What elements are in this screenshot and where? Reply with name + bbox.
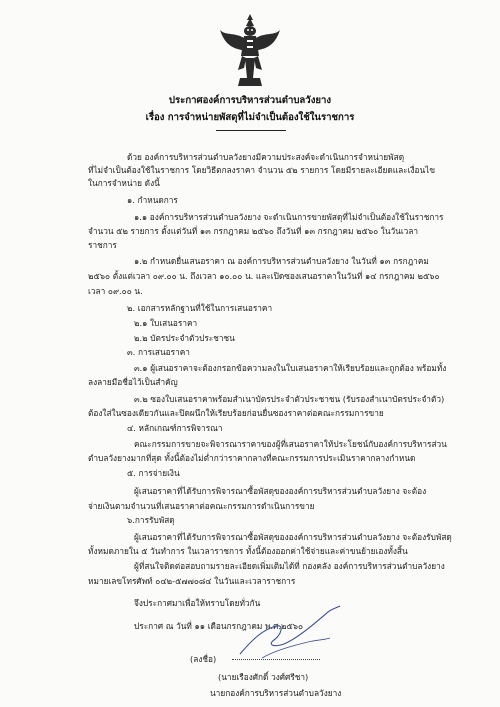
paragraph-line: จ่ายเงินตามจำนวนที่เสนอราคาต่อคณะกรรมการดำเนินการขาย [88, 501, 315, 511]
signature-label: (ลงชื่อ) [190, 654, 217, 664]
section-heading: ๖.การรับพัสดุ [127, 515, 175, 525]
paragraph-line: ผู้ที่สนใจติดต่อสอบถามรายละเอียดเพิ่มเติมได้ที่ กองคลัง องค์การบริหารส่วนตำบลวังยาง [134, 561, 445, 571]
intro-line: ในการจำหน่าย ดังนี้ [88, 178, 160, 188]
paragraph-line: จำนวน ๕๒ รายการ ตั้งแต่วันที่ ๑๓ กรกฎาคม ๒๕๖๐ ถึงวันที่ ๑๓ กรกฎาคม ๒๕๖๐ ในวันเวลา [88, 226, 419, 236]
paragraph-line: เวลา ๐๙.๐๐ น. [88, 286, 143, 296]
paragraph-line: ราชการ [88, 240, 117, 250]
section-heading: ๔. หลักเกณฑ์การพิจารณา [127, 423, 223, 433]
announcement-title: ประกาศองค์การบริหารส่วนตำบลวังยาง [168, 95, 332, 106]
garuda-emblem [218, 12, 282, 90]
paragraph-line: ลงลายมือชื่อไว้เป็นสำคัญ [88, 377, 178, 387]
intro-line: ที่ไม่จำเป็นต้องใช้ในราชการ โดยวิธีตกลงราคา จำนวน ๕๒ รายการ โดยมีรายละเอียดและเงื่อนไข [88, 165, 436, 175]
paragraph-line: ต้องใส่ในซองเดียวกันและปิดผนึกให้เรียบร้อยก่อนยื่นซองราคาต่อคณะกรรมการขาย [88, 408, 384, 418]
signer-position: นายกองค์การบริหารส่วนตำบลวังยาง [210, 688, 342, 698]
list-item: ๒.๑ ใบเสนอราคา [134, 318, 198, 328]
section-heading: ๒. เอกสารหลักฐานที่ใช้ในการเสนอราคา [127, 303, 273, 313]
paragraph-line: ผู้เสนอราคาที่ได้รับการพิจารณาซื้อพัสดุขององค์การบริหารส่วนตำบลวังยาง จะต้องรับพัสดุ [134, 532, 452, 542]
section-heading: ๑. กำหนดการ [127, 195, 178, 205]
title-divider [216, 130, 286, 131]
paragraph-line: ทั้งหมดภายใน ๕ วันทำการ ในเวลาราชการ ทั้งนี้ต้องออกค่าใช้จ่ายและค่าขนย้ายเองทั้งสิ้น [88, 546, 408, 556]
paragraph-line: ตำบลวังยางมากที่สุด ทั้งนี้ต้องไม่ต่ำกว่าราคากลางที่คณะกรรมการประเมินราคากลางกำหนด [88, 453, 416, 463]
paragraph-line: คณะกรรมการขายจะพิจารณาราคาของผู้ที่เสนอราคาให้ประโยชน์กับองค์การบริหารส่วน [134, 439, 447, 449]
paragraph-line: ๑.๒ กำหนดยื่นเสนอราคา ณ องค์การบริหารส่วนตำบลวังยาง ในวันที่ ๑๓ กรกฎาคม [134, 256, 429, 266]
paragraph-line: หมายเลขโทรศัพท์ ๐๔๒-๕๗๗๐๘๔ ในวันและเวลาราชการ [88, 576, 296, 586]
closing-statement: จึงประกาศมาเพื่อให้ทราบโดยทั่วกัน [134, 598, 261, 608]
intro-line: ด้วย องค์การบริหารส่วนตำบลวังยางมีความประสงค์จะดำเนินการจำหน่ายพัสดุ [127, 152, 405, 162]
paragraph-line: ๓.๑ ผู้เสนอราคาจะต้องกรอกข้อความลงในใบเสนอราคาให้เรียบร้อยและถูกต้อง พร้อมทั้ง [134, 363, 447, 373]
list-item: ๒.๒ บัตรประจำตัวประชาชน [134, 333, 235, 343]
paragraph-line: ผู้เสนอราคาที่ได้รับการพิจารณาซื้อพัสดุขององค์การบริหารส่วนตำบลวังยาง จะต้อง [134, 486, 427, 496]
announcement-date: ประกาศ ณ วันที่ ๑๑ เดือนกรกฎาคม พ.ศ.๒๕๖๐ [134, 621, 304, 631]
section-heading: ๓. การเสนอราคา [127, 347, 190, 357]
paragraph-line: ๑.๑ องค์การบริหารส่วนตำบลวังยาง จะดำเนินการขายพัสดุที่ไม่จำเป็นต้องใช้ในราชการ [134, 212, 444, 222]
handwritten-signature [232, 600, 352, 668]
signature-line [232, 659, 320, 660]
signer-name: (นายเรืองศักดิ์ วงศ์ศรีชา) [218, 672, 309, 682]
announcement-subject: เรื่อง การจำหน่ายพัสดุที่ไม่จำเป็นต้องใช้ในราชการ [145, 112, 355, 123]
section-heading: ๕. การจ่ายเงิน [127, 468, 180, 478]
paragraph-line: ๒๕๖๐ ตั้งแต่เวลา ๐๙.๐๐ น. ถึงเวลา ๑๐.๐๐ น. และเปิดซองเสนอราคาในวันที่ ๑๔ กรกฎาคม ๒๕๖๐ [88, 271, 440, 281]
paragraph-line: ๓.๒ ซองใบเสนอราคาพร้อมสำเนาบัตรประจำตัวประชาชน (รับรองสำเนาบัตรประจำตัว) [134, 394, 445, 404]
